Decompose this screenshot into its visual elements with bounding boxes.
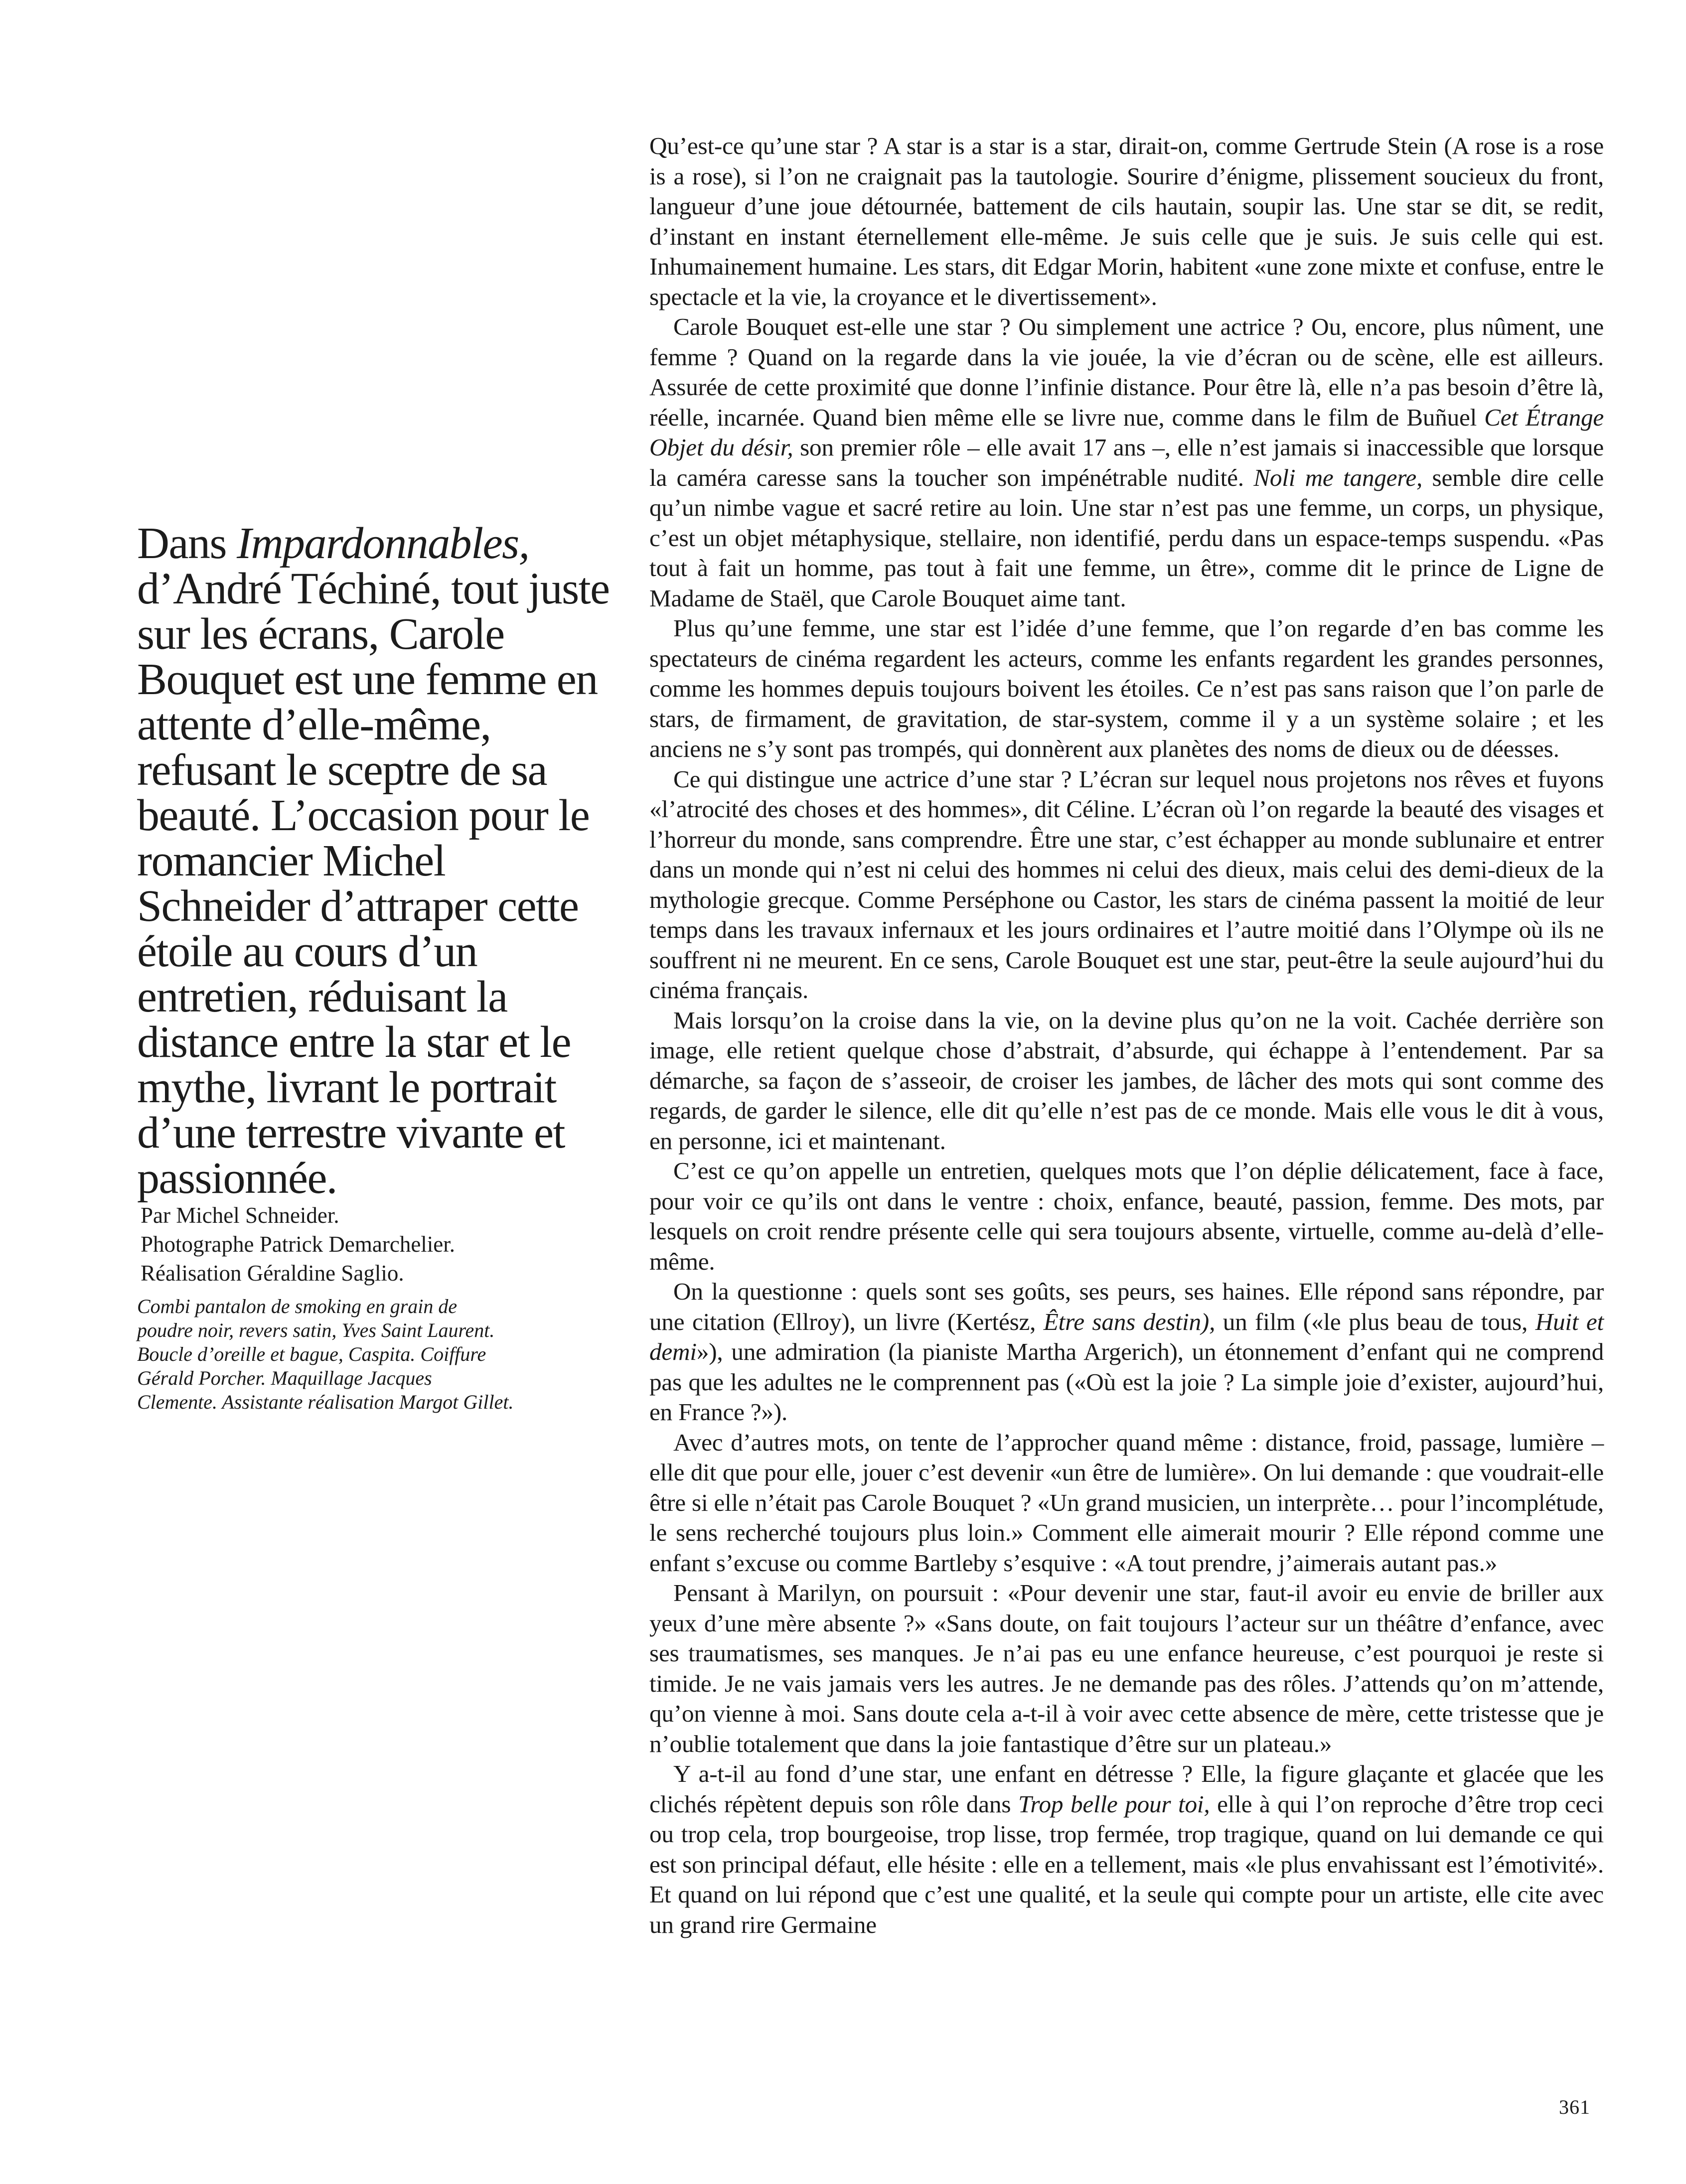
- paragraph: Plus qu’une femme, une star est l’idée d’une femme, que l’on regarde d’en bas comme les spectateurs de cinéma regardent les acteurs, comme les enfants regardent les grandes personnes, comme les hommes depuis toujours boivent les étoiles. Ce n’est pas sans raison que l’on parle de stars, de firmament, de gravitation, de star-system, comme il y a un système solaire ; et les anciens ne s’y sont pas trompés, qui donnèrent aux planètes des noms de dieux ou de déesses.: [649, 614, 1604, 762]
- latin-phrase: Noli me tangere,: [1253, 463, 1423, 491]
- article-body: [649, 131, 1604, 1940]
- film-title: Trop belle pour toi,: [1018, 1790, 1210, 1818]
- paragraph: [649, 1277, 1604, 1428]
- paragraph: Avec d’autres mots, on tente de l’approcher quand même : distance, froid, passage, lumière – elle dit que pour elle, jouer c’est devenir «un être de lumière». On lui demande : que voudrait-elle être si elle n’était pas Carole Bouquet ? «Un grand musicien, un interprète… pour l’incomplétude, le sens recherché toujours plus loin.» Comment elle aimerait mourir ? Elle répond comme une enfant s’excuse ou comme Bartleby s’esquive : «A tout prendre, j’aimerais autant pas.»: [649, 1428, 1604, 1577]
- paragraph: Mais lorsqu’on la croise dans la vie, on la devine plus qu’on ne la voit. Cachée derrière son image, elle retient quelque chose d’abstrait, d’absurde, qui échappe à l’entendement. Par sa démarche, sa façon de s’asseoir, de croiser les jambes, de lâcher des mots qui sont comme des regards, de garder le silence, elle dit qu’elle n’est pas de ce monde. Mais elle vous le dit à vous, en personne, ici et maintenant.: [649, 1006, 1604, 1155]
- paragraph-text: Carole Bouquet est-elle une star ? Ou simplement une actrice ? Ou, encore, plus nûment, une femme ? Quand on la regarde dans la vie jouée, la vie d’écran ou de scène, elle est ailleurs. Assurée de cette proximité que donne l’infinie distance. Pour être là, elle n’a pas besoin d’être là, réelle, incarnée. Quand bien même elle se livre nue, comme dans le film de Buñuel: [649, 313, 1604, 431]
- credit-photographer: Photographe Patrick Demarchelier.: [141, 1232, 456, 1257]
- paragraph: Qu’est-ce qu’une star ? A star is a star is a star, dirait-on, comme Gertrude Stein (A rose is a rose is a rose), si l’on ne craignait pas la tautologie. Sourire d’énigme, plissement soucieux du front, langueur d’une joue détournée, battement de cils hautain, soupir las. Une star se dit, se redit, d’instant en instant éternellement elle-même. Je suis celle que je suis. Je suis celle qui est. Inhumainement humaine. Les stars, dit Edgar Morin, habitent «une zone mixte et confuse, entre le spectacle et la vie, la croyance et le divertissement».: [649, 132, 1604, 310]
- paragraph: Pensant à Marilyn, on poursuit : «Pour devenir une star, faut-il avoir eu envie de briller aux yeux d’une mère absente ?» «Sans doute, on fait toujours l’acteur sur un théâtre d’enfance, avec ses traumatismes, ses manques. Je n’ai pas eu une enfance heureuse, c’est pourquoi je reste si timide. Je ne vais jamais vers les autres. Je ne demande pas des rôles. J’attends qu’on m’attende, qu’on vienne à moi. Sans doute cela a-t-il à voir avec cette absence de mère, cette tristesse que je n’oublie totalement que dans la joie fantastique d’être sur un plateau.»: [649, 1579, 1604, 1757]
- book-title: Être sans destin),: [1043, 1308, 1216, 1335]
- film-title: Huit et demi: [649, 1308, 1604, 1365]
- intro-block: [137, 521, 615, 1414]
- standfirst: [137, 521, 615, 1201]
- standfirst-part1: Dans: [137, 519, 237, 568]
- page-number: 361: [1559, 2096, 1590, 2118]
- standfirst-part2: d’André Téchiné, tout juste sur les écrans, Carole Bouquet est une femme en attente d’elle-même, refusant le sceptre de sa beauté. L’occasion pour le romancier Michel Schneider d’attraper cette étoile au cours d’un entretien, réduisant la distance entre la star et le mythe, livrant le portrait d’une terrestre vivante et passionnée.: [137, 564, 610, 1203]
- film-title: Cet Étrange Objet du désir,: [649, 403, 1604, 461]
- paragraph: [649, 312, 1604, 613]
- paragraph-text: semble dire celle qu’un nimbe vague et sacré retire au loin. Une star n’est pas une femme, un corps, un physique, c’est un objet métaphysique, stellaire, non identifié, perdu dans un espace-temps suspendu. «Pas tout à fait un homme, pas tout à fait une femme, un être», comme dit le prince de Ligne de Madame de Staël, que Carole Bouquet aime tant.: [649, 463, 1604, 612]
- credit-author: Par Michel Schneider.: [141, 1203, 339, 1228]
- credits: [137, 1201, 615, 1288]
- paragraph-text: On la questionne : quels sont ses goûts, ses peurs, ses haines. Elle répond sans répondre, par une citation (Ellroy), un livre (Kertész,: [649, 1278, 1604, 1335]
- credit-realisation: Réalisation Géraldine Saglio.: [141, 1261, 404, 1286]
- paragraph-text: elle à qui l’on reproche d’être trop ceci ou trop cela, trop bourgeoise, trop lisse, trop fermée, trop tragique, quand on lui demande ce qui est son principal défaut, elle hésite : elle en a tellement, mais «le plus envahissant est l’émotivité». Et quand on lui répond que c’est une qualité, et la seule qui compte pour un artiste, elle cite avec un grand rire Germaine: [649, 1790, 1604, 1938]
- paragraph-text: un film («le plus beau de tous,: [1215, 1308, 1535, 1335]
- paragraph: C’est ce qu’on appelle un entretien, quelques mots que l’on déplie délicatement, face à face, pour voir ce qu’ils ont dans le ventre : choix, enfance, beauté, passion, femme. Des mots, par lesquels on croit rendre présente celle qui sera toujours absente, virtuelle, comme au-delà d’elle-même.: [649, 1157, 1604, 1275]
- film-title: Impardonnables,: [236, 519, 529, 568]
- paragraph-text: Y a-t-il au fond d’une star, une enfant en détresse ? Elle, la figure glaçante et glacée que les clichés répètent depuis son rôle dans: [649, 1760, 1604, 1818]
- paragraph-text: »), une admiration (la pianiste Martha Argerich), un étonnement d’enfant qui ne comprend pas que les adultes ne le comprennent pas («Où est la joie ? La simple joie d’exister, aujourd’hui, en France ?»).: [649, 1338, 1604, 1426]
- photo-caption: Combi pantalon de smoking en grain de poudre noir, revers satin, Yves Saint Laurent. Boucle d’oreille et bague, Caspita. Coiffure Gérald Porcher. Maquillage Jacques Clemente. Assistante réalisation Margot Gillet.: [137, 1295, 514, 1413]
- paragraph-text: son premier rôle – elle avait 17 ans –, elle n’est jamais si inaccessible que lorsque la caméra caresse sans la toucher son impénétrable nudité.: [649, 434, 1604, 491]
- paragraph: Ce qui distingue une actrice d’une star ? L’écran sur lequel nous projetons nos rêves et fuyons «l’atrocité des choses et des hommes», dit Céline. L’écran où l’on regarde la beauté des visages et l’horreur du monde, sans comprendre. Être une star, c’est échapper au monde sublunaire et entrer dans un monde qui n’est ni celui des hommes ni celui des dieux, mais celui des demi-dieux de la mythologie grecque. Comme Perséphone ou Castor, les stars de cinéma passent la moitié de leur temps dans les travaux infernaux et les jours ordinaires et l’autre moitié dans l’Olympe où ils ne souffrent ni ne meurent. En ce sens, Carole Bouquet est une star, peut-être la seule aujourd’hui du cinéma français.: [649, 765, 1604, 1004]
- paragraph: [649, 1759, 1604, 1940]
